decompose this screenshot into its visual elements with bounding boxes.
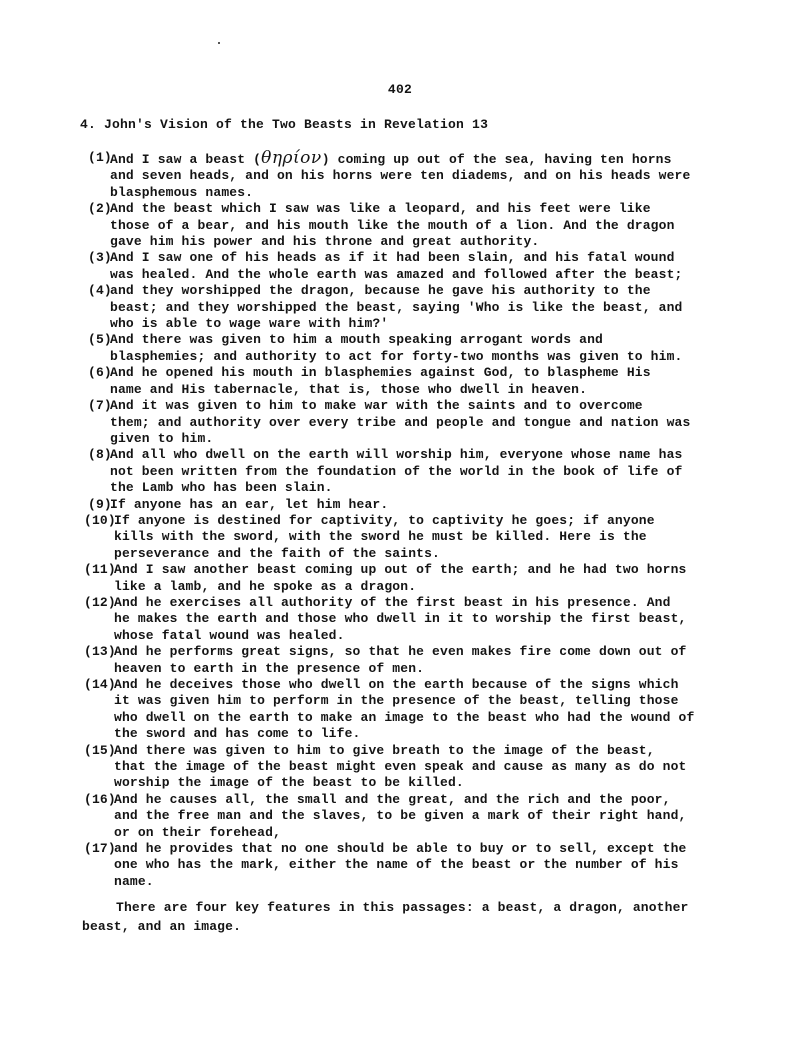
verse-text: ) coming up out of the sea, having ten horns [321,152,672,167]
verse-number: (8) [88,447,112,463]
verse-line: And there was given to him a mouth speaking arrogant words and [110,332,603,348]
verse-line: And all who dwell on the earth will worship him, everyone whose name has [110,447,683,463]
verse-line: And there was given to him to give breath to the image of the beast, [114,742,655,758]
verse-line: not been written from the foundation of the world in the book of life of [110,463,683,479]
verse-line: And he performs great signs, so that he even makes fire come down out of [114,644,687,660]
verse-line: who is able to wage ware with him?' [110,316,389,332]
verse-line: and they worshipped the dragon, because he gave his authority to the [110,283,651,299]
verse-line: And I saw another beast coming up out of the earth; and he had two horns [114,562,687,578]
verse-line: who dwell on the earth to make an image to the beast who had the wound of [114,709,695,725]
verse-line: beast; and they worshipped the beast, saying 'Who is like the beast, and [110,299,683,315]
verse-number: (7) [88,398,112,414]
verse-line: he makes the earth and those who dwell in it to worship the first beast, [114,611,687,627]
verse-text: And I saw a beast ( [110,152,262,167]
verse-line: them; and authority over every tribe and people and tongue and nation was [110,414,691,430]
verse-line: was healed. And the whole earth was amazed and followed after the beast; [110,266,683,282]
verse-item [88,201,728,250]
verse-item [84,644,728,677]
verse-line: whose fatal wound was healed. [114,627,345,643]
verse-line: perseverance and the faith of the saints. [114,545,441,561]
verse-item [84,742,728,792]
verse-item [84,562,728,595]
verse-line: or on their forehead, [114,824,281,840]
verse-item [88,250,728,283]
verse-number: (6) [88,365,112,381]
verse-line: like a lamb, and he spoke as a dragon. [114,578,417,594]
verse-line: And he opened his mouth in blasphemies against God, to blaspheme His [110,365,651,381]
verse-line: and the free man and the slaves, to be given a mark of their right hand, [114,808,687,824]
verse-item [88,398,728,447]
verse-line: name and His tabernacle, that is, those who dwell in heaven. [110,381,588,397]
verse-line: it was given him to perform in the presence of the beast, telling those [114,693,679,709]
verse-line: one who has the mark, either the name of the beast or the number of his [114,857,679,873]
section-heading: 4. John's Vision of the Two Beasts in Revelation 13 [80,117,489,132]
verse-item [84,512,728,562]
verse-list [84,148,728,890]
verse-line: the sword and has come to life. [114,726,361,742]
verse-line: kills with the sword, with the sword he must be killed. Here is the [114,529,647,545]
verse-item [84,594,728,644]
verse-item [84,841,728,890]
summary-line: There are four key features in this passages: a beast, a dragon, another [116,900,689,915]
verse-number: (16) [84,791,116,807]
verse-line: And it was given to him to make war with the saints and to overcome [110,398,643,414]
verse-line: And I saw one of his heads as if it had been slain, and his fatal wound [110,250,675,266]
verse-item [88,447,728,496]
verse-number: (9) [88,496,112,512]
verse-item [88,332,728,365]
verse-line: that the image of the beast might even speak and cause as many as do not [114,759,687,775]
verse-line: If anyone is destined for captivity, to captivity he goes; if anyone [114,512,655,528]
verse-number: (5) [88,332,112,348]
verse-line: blasphemies; and authority to act for forty-two months was given to him. [110,348,683,364]
verse-number: (4) [88,283,112,299]
verse-number: (3) [88,250,112,266]
verse-number: (17) [84,841,116,857]
verse-line: and seven heads, and on his horns were ten diadems, and on his heads were [110,168,691,184]
greek-word: θηρίον [261,148,322,168]
verse-item [84,677,728,743]
summary-paragraph [82,898,722,936]
verse-line: the Lamb who has been slain. [110,480,333,496]
verse-line: And he deceives those who dwell on the earth because of the signs which [114,677,679,692]
verse-item [88,497,728,513]
verse-line: worship the image of the beast to be killed. [114,775,464,791]
verse-line: And he exercises all authority of the first beast in his presence. And [114,594,671,610]
verse-number: (1) [88,150,112,165]
verse-line: And he causes all, the small and the great, and the rich and the poor, [114,791,671,807]
verse-item [88,365,728,398]
summary-line: beast, and an image. [82,919,242,934]
scan-speck [218,42,220,44]
verse-number: (12) [84,594,116,610]
verse-number: (14) [84,677,116,692]
verse-line: heaven to earth in the presence of men. [114,660,425,676]
verse-number: (13) [84,644,116,660]
verse-line [110,150,728,168]
verse-item [88,150,728,201]
verse-line: gave him his power and his throne and great authority. [110,234,540,250]
verse-line: given to him. [110,430,214,446]
verse-line: And the beast which I saw was like a leopard, and his feet were like [110,201,651,217]
verse-number: (10) [84,512,116,528]
verse-item [84,791,728,841]
verse-line: name. [114,873,154,889]
verse-number: (11) [84,562,116,578]
verse-item [88,283,728,332]
verse-number: (2) [88,201,112,217]
verse-number: (15) [84,742,116,758]
verse-line: blasphemous names. [110,184,254,200]
verse-line: and he provides that no one should be able to buy or to sell, except the [114,841,687,857]
verse-line: those of a bear, and his mouth like the mouth of a lion. And the dragon [110,217,675,233]
page-number: 402 [387,82,413,97]
verse-line: If anyone has an ear, let him hear. [110,496,389,512]
